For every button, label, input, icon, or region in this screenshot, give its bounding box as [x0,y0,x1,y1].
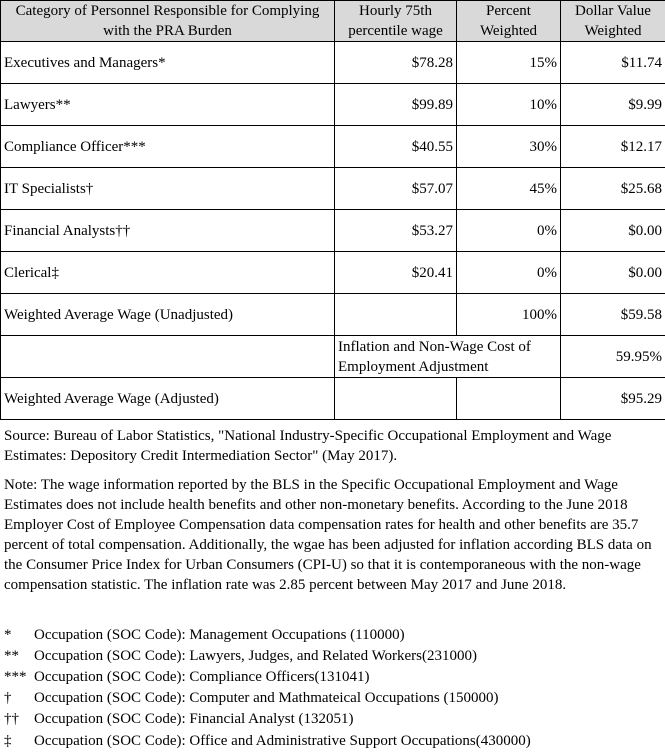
row-value: $9.99 [561,84,665,126]
row-percent: 30% [457,126,561,168]
header-dollar-value: Dollar Value Weighted [561,1,665,42]
row-value: $0.00 [561,210,665,252]
unadjusted-value: $59.58 [561,294,665,336]
footnote-mark: ** [4,648,19,664]
header-category: Category of Personnel Responsible for Complying with the PRA Burden [1,1,335,42]
row-wage: $78.28 [335,42,457,84]
header-hourly-wage: Hourly 75th percentile wage [335,1,457,42]
row-percent: 45% [457,168,561,210]
inflation-row [1,336,665,378]
footnote-mark: ‡ [4,733,12,749]
row-percent: 15% [457,42,561,84]
row-category: Lawyers** [1,84,335,126]
footnote [4,709,660,729]
footnote [4,731,660,751]
unadjusted-wage-row [1,294,665,336]
row-category: Financial Analysts†† [1,210,335,252]
row-wage: $99.89 [335,84,457,126]
adjusted-value: $95.29 [561,378,665,420]
row-wage: $40.55 [335,126,457,168]
row-value: $11.74 [561,42,665,84]
table-row [1,42,665,84]
inflation-value: 59.95% [561,336,665,378]
table-row [1,252,665,294]
header-percent-weighted: Percent Weighted [457,1,561,42]
footnote [4,646,660,666]
table-row [1,126,665,168]
footnote-text: Occupation (SOC Code): Lawyers, Judges, and Related Workers(231000) [34,648,477,664]
empty-cell [335,294,457,336]
footnote [4,667,660,687]
row-percent: 10% [457,84,561,126]
footnote [4,625,660,645]
footnote-text: Occupation (SOC Code): Financial Analyst (132051) [34,711,354,727]
row-wage: $57.07 [335,168,457,210]
table-row [1,210,665,252]
footnote-mark: † [4,690,12,706]
row-value: $12.17 [561,126,665,168]
row-percent: 0% [457,252,561,294]
row-percent: 0% [457,210,561,252]
footnote-text: Occupation (SOC Code): Office and Administrative Support Occupations(430000) [34,733,531,749]
row-wage: $20.41 [335,252,457,294]
row-wage: $53.27 [335,210,457,252]
adjusted-label: Weighted Average Wage (Adjusted) [1,378,335,420]
empty-cell [457,378,561,420]
table-row [1,168,665,210]
footnote-mark: †† [4,711,19,727]
footnote-mark: * [4,627,12,643]
note-text: Note: The wage information reported by the BLS in the Specific Occupational Employment and Wage Estimates does not include health benefits and other non-monetary benefits. According to the June 2018 Employer Cost of Employee Compensation data compensation rates for health and other benefits are 35.7 percent of total compensation. Additionally, the wgae has been adjusted for inflation according BLS data on the Consumer Price Index for Urban Consumers (CPI-U) so that it is contemporaneous with the non-wage compensation statistic. The inflation rate was 2.85 percent between May 2017 and June 2018. [4,477,652,593]
inflation-label: Inflation and Non-Wage Cost of Employment Adjustment [335,336,561,378]
table-header-row [1,1,665,42]
footnote [4,688,660,708]
unadjusted-label: Weighted Average Wage (Unadjusted) [1,294,335,336]
row-category: Clerical‡ [1,252,335,294]
unadjusted-percent: 100% [457,294,561,336]
source-text: Source: Bureau of Labor Statistics, "National Industry-Specific Occupational Employment and Wage Estimates: Depository Credit Intermediation Sector" (May 2017). [4,428,612,464]
empty-cell [335,378,457,420]
footnote-text: Occupation (SOC Code): Computer and Mathmateical Occupations (150000) [34,690,499,706]
footnote-mark: *** [4,669,27,685]
row-category: IT Specialists† [1,168,335,210]
row-value: $25.68 [561,168,665,210]
empty-cell [1,336,335,378]
table-row [1,84,665,126]
footnote-text: Occupation (SOC Code): Management Occupations (110000) [34,627,405,643]
adjusted-wage-row [1,378,665,420]
footnote-text: Occupation (SOC Code): Compliance Officers(131041) [34,669,370,685]
row-category: Compliance Officer*** [1,126,335,168]
row-value: $0.00 [561,252,665,294]
row-category: Executives and Managers* [1,42,335,84]
